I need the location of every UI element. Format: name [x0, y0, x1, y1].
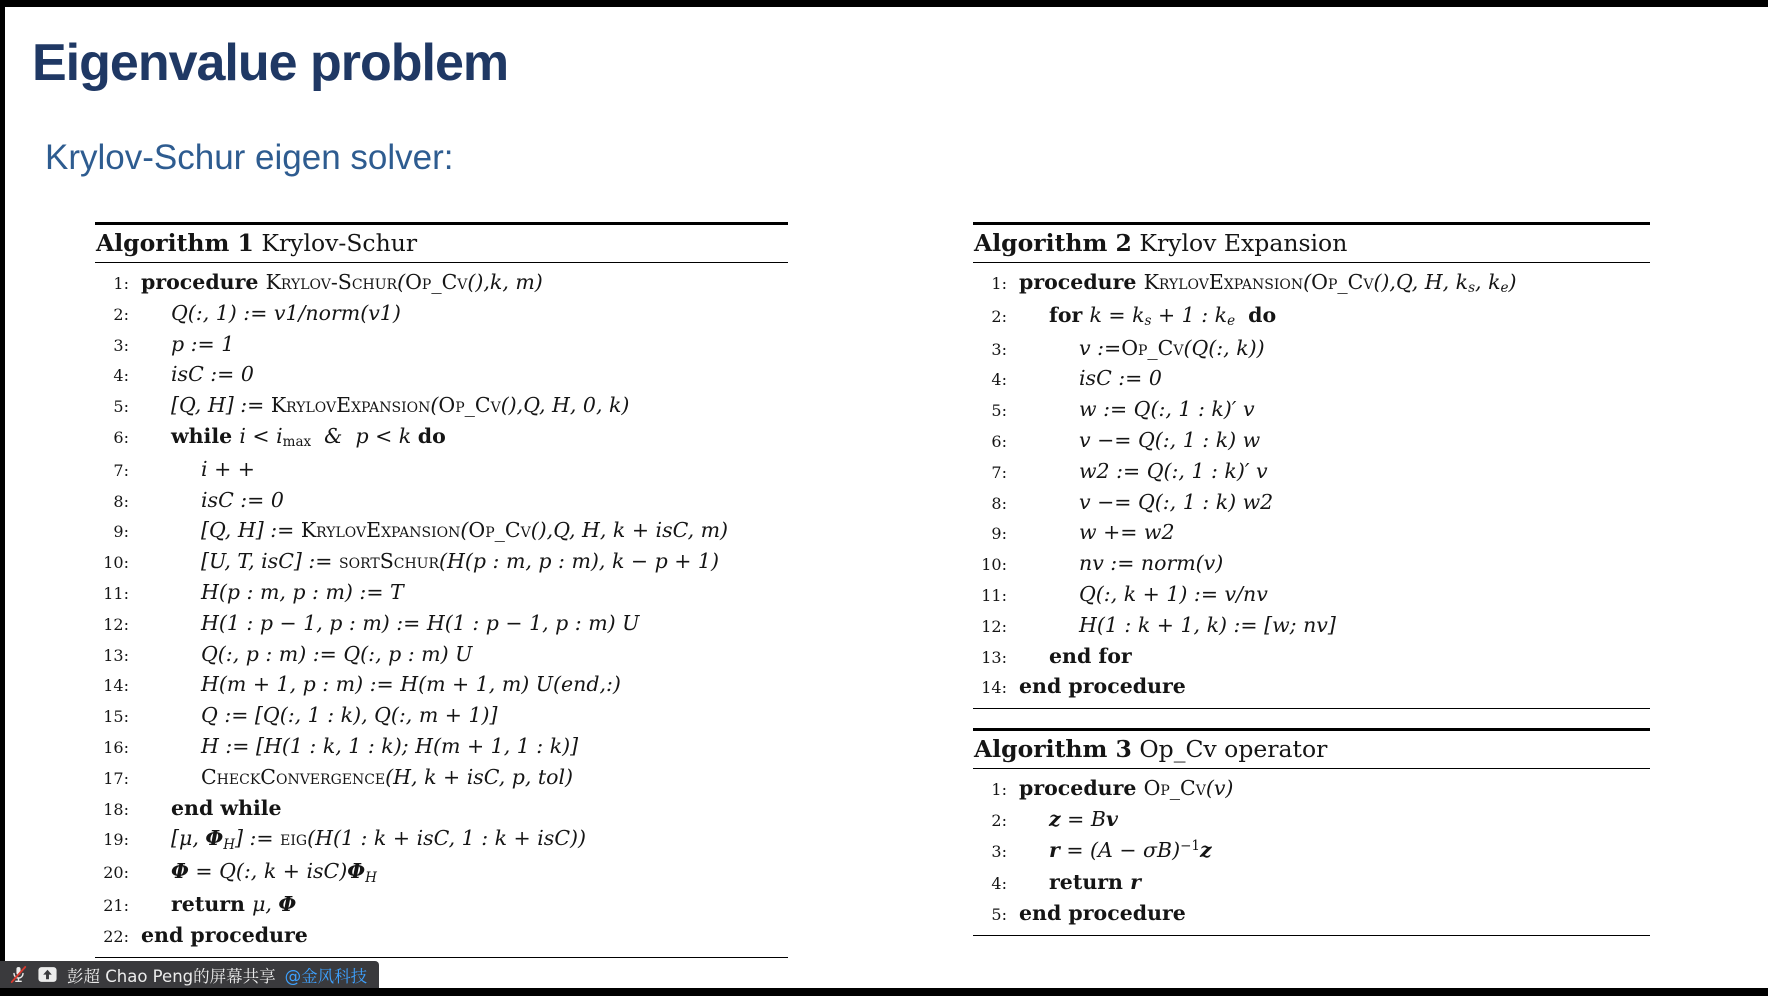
- line-number: 7:: [113, 460, 129, 480]
- line-number: 9:: [991, 524, 1007, 544]
- line-content: [Q, H] := KrylovExpansion(Op_Cv(),Q, H, k + isC, m): [201, 518, 729, 543]
- line-number: 10:: [981, 555, 1007, 575]
- line-number: 6:: [991, 431, 1007, 451]
- algorithm-label: Algorithm 1: [96, 229, 254, 257]
- line-number: 22:: [103, 926, 129, 946]
- line-number: 3:: [991, 841, 1007, 861]
- algorithm-line: [973, 580, 1650, 611]
- line-content: Q := [Q(:, 1 : k), Q(:, m + 1)]: [201, 703, 498, 728]
- algorithm-line: [973, 364, 1650, 395]
- algorithm-body: [973, 263, 1650, 709]
- algorithm-body: [973, 769, 1650, 936]
- line-content: isC := 0: [1079, 366, 1162, 391]
- line-content: [μ, ΦH] := eig(H(1 : k + isC, 1 : k + isC)): [171, 826, 587, 853]
- line-content: $r = (A - \sigma B)^{-1}z$: [1049, 837, 1212, 862]
- line-number: 12:: [981, 616, 1007, 636]
- algorithm-line: [95, 824, 788, 857]
- line-content: H(1 : k + 1, k) := [w; nv]: [1079, 612, 1336, 637]
- slide-subtitle: Krylov-Schur eigen solver:: [45, 138, 454, 177]
- line-content: v −= Q(:, 1 : k) w2: [1079, 489, 1274, 514]
- algorithm-name: Op_Cv operator: [1131, 735, 1328, 763]
- bottom-border: [0, 988, 1768, 996]
- line-number: 21:: [103, 895, 129, 915]
- line-content: Q(:, k + 1) := v/nv: [1079, 581, 1268, 606]
- line-number: 19:: [103, 830, 129, 850]
- line-number: 8:: [113, 491, 129, 511]
- algorithm-line: [973, 395, 1650, 426]
- algorithm-line: [95, 732, 788, 763]
- line-content: nv := norm(v): [1079, 551, 1224, 576]
- page-title: Eigenvalue problem: [32, 34, 509, 92]
- line-number: 5:: [113, 397, 129, 417]
- algorithm-line: [95, 547, 788, 578]
- algorithm-line: [973, 301, 1650, 334]
- algorithm-line: [95, 360, 788, 391]
- line-content: isC := 0: [171, 362, 254, 387]
- line-content: p := 1: [171, 331, 235, 356]
- line-content: Φ = Q(:, k + isC)ΦH: [171, 859, 377, 886]
- algorithm-line: [973, 774, 1650, 805]
- algorithm-caption: [973, 222, 1650, 263]
- line-number: 18:: [103, 799, 129, 819]
- line-number: 2:: [991, 306, 1007, 326]
- algorithm-line: [973, 457, 1650, 488]
- line-number: 7:: [991, 462, 1007, 482]
- algorithm-3-opcv-operator: [973, 728, 1650, 936]
- line-content: procedure Op_Cv(v): [1019, 776, 1234, 800]
- line-content: w += w2: [1079, 520, 1175, 545]
- line-number: 1:: [991, 274, 1007, 293]
- algorithm-line: [973, 549, 1650, 580]
- line-number: 16:: [103, 737, 129, 757]
- line-number: 13:: [981, 647, 1007, 667]
- algorithm-body: [95, 263, 788, 958]
- line-number: 13:: [103, 645, 129, 665]
- line-number: 4:: [991, 874, 1007, 894]
- algorithm-name: Krylov Expansion: [1131, 229, 1348, 257]
- algorithm-line: [95, 268, 788, 299]
- line-content: H(p : m, p : m) := T: [201, 579, 404, 604]
- algorithm-line: [95, 640, 788, 671]
- algorithm-line: [95, 516, 788, 547]
- line-content: Q(:, p : m) := Q(:, p : m) U: [201, 641, 473, 666]
- algorithm-line: [973, 672, 1650, 703]
- line-content: while i < imax & p < k do: [171, 423, 446, 451]
- algorithm-line: [973, 836, 1650, 869]
- line-content: procedure KrylovExpansion(Op_Cv(),Q, H, ks, ke): [1019, 270, 1517, 297]
- line-content: end for: [1049, 643, 1132, 668]
- algorithm-line: [95, 578, 788, 609]
- line-number: 3:: [113, 335, 129, 355]
- line-content: w2 := Q(:, 1 : k)′ v: [1079, 458, 1268, 483]
- line-number: 15:: [103, 707, 129, 727]
- algorithm-line: [973, 805, 1650, 836]
- line-content: H(m + 1, p : m) := H(m + 1, m) U(end,:): [201, 672, 621, 697]
- line-content: Q(:, 1) := v1/norm(v1): [171, 300, 401, 325]
- line-number: 4:: [113, 366, 129, 386]
- algorithm-line: [95, 921, 788, 952]
- line-number: 9:: [113, 522, 129, 542]
- algorithm-line: [95, 857, 788, 890]
- algorithm-line: [973, 488, 1650, 519]
- line-number: 17:: [103, 768, 129, 788]
- algorithm-line: [95, 422, 788, 455]
- line-content: v −= Q(:, 1 : k) w: [1079, 427, 1261, 452]
- algorithm-line: [95, 701, 788, 732]
- algorithm-label: Algorithm 2: [974, 229, 1132, 257]
- algorithm-line: [95, 890, 788, 921]
- algorithm-line: [95, 299, 788, 330]
- line-content: [U, T, isC] := sortSchur(H(p : m, p : m), k − p + 1): [201, 549, 719, 574]
- algorithm-line: [95, 763, 788, 794]
- line-number: 1:: [113, 274, 129, 293]
- algorithm-line: [95, 486, 788, 517]
- algorithm-line: [95, 391, 788, 422]
- left-border: [0, 0, 5, 996]
- line-number: 1:: [991, 780, 1007, 799]
- line-number: 3:: [991, 339, 1007, 359]
- line-number: 12:: [103, 614, 129, 634]
- line-number: 2:: [991, 810, 1007, 830]
- line-number: 5:: [991, 905, 1007, 925]
- line-content: z = Bv: [1049, 806, 1118, 831]
- algorithm-name: Krylov-Schur: [253, 229, 418, 257]
- algorithm-line: [973, 426, 1650, 457]
- algorithm-label: Algorithm 3: [974, 735, 1132, 763]
- line-content: end procedure: [141, 922, 308, 947]
- line-number: 14:: [981, 678, 1007, 698]
- line-content: end procedure: [1019, 674, 1186, 699]
- share-presenter-label: 彭超 Chao Peng的屏幕共享: [67, 966, 276, 986]
- line-number: 20:: [103, 863, 129, 883]
- line-number: 10:: [103, 553, 129, 573]
- share-mention-link[interactable]: @金风科技: [284, 966, 368, 986]
- algorithm-line: [95, 609, 788, 640]
- algorithm-caption: [973, 728, 1650, 769]
- muted-mic-icon: [9, 965, 28, 984]
- line-number: 5:: [991, 401, 1007, 421]
- algorithm-2-krylov-expansion: [973, 222, 1650, 709]
- line-number: 11:: [981, 585, 1007, 605]
- line-content: H := [H(1 : k, 1 : k); H(m + 1, 1 : k)]: [201, 733, 579, 758]
- line-content: for k = ks + 1 : ke do: [1049, 302, 1277, 330]
- line-content: H(1 : p − 1, p : m) := H(1 : p − 1, p : m) U: [201, 610, 640, 635]
- line-content: [Q, H] := KrylovExpansion(Op_Cv(),Q, H, 0, k): [171, 393, 630, 418]
- line-content: w := Q(:, 1 : k)′ v: [1079, 397, 1255, 422]
- algorithm-line: [95, 455, 788, 486]
- algorithm-1-krylov-schur: [95, 222, 788, 958]
- algorithm-line: [95, 670, 788, 701]
- line-content: end while: [171, 795, 282, 820]
- algorithm-line: [973, 268, 1650, 301]
- line-number: 6:: [113, 427, 129, 447]
- screen-share-banner: [0, 961, 379, 988]
- line-content: isC := 0: [201, 487, 284, 512]
- algorithm-line: [973, 518, 1650, 549]
- screen-share-icon: [37, 965, 58, 984]
- top-border: [0, 0, 1768, 7]
- line-content: procedure Krylov-Schur(Op_Cv(),k, m): [141, 270, 543, 294]
- line-content: return r: [1049, 870, 1141, 895]
- algorithm-line: [973, 899, 1650, 930]
- algorithm-line: [95, 330, 788, 361]
- line-content: v :=Op_Cv(Q(:, k)): [1079, 335, 1265, 360]
- line-number: 8:: [991, 493, 1007, 513]
- algorithm-line: [973, 868, 1650, 899]
- line-content: CheckConvergence(H, k + isC, p, tol): [201, 764, 574, 789]
- algorithm-line: [973, 334, 1650, 365]
- line-content: end procedure: [1019, 901, 1186, 926]
- line-number: 2:: [113, 304, 129, 324]
- line-number: 14:: [103, 676, 129, 696]
- line-number: 11:: [103, 583, 129, 603]
- line-content: i + +: [201, 456, 255, 481]
- algorithm-line: [95, 794, 788, 825]
- algorithm-line: [973, 642, 1650, 673]
- algorithm-caption: [95, 222, 788, 263]
- line-number: 4:: [991, 370, 1007, 390]
- algorithm-line: [973, 611, 1650, 642]
- line-content: return μ, Φ: [171, 891, 297, 916]
